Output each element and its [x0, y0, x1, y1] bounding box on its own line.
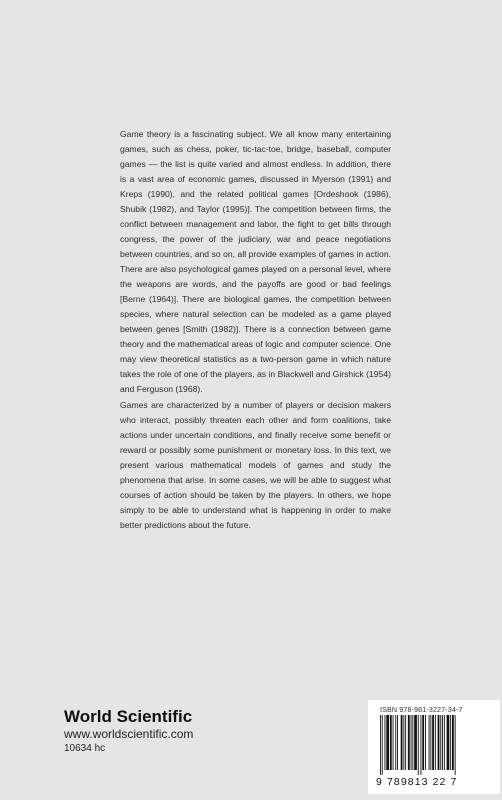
publisher-name: World Scientific [64, 707, 193, 726]
barcode-bar [455, 715, 456, 775]
barcode-bar [421, 715, 422, 775]
barcode-bar [412, 715, 413, 770]
blurb-paragraph-2: Games are characterized by a number of players or decision makers who interact, possibly threaten each other and form coalitions, take actions under uncertain conditions, and finally receive some benefit or reward or possibly some punishment or monetary loss. In this text, we present various mathematical models of games and study the phenomena that arise. In some cases, we will be able to suggest what courses of action should be taken by the players. In others, we hope simply to be able to understand what is happening in order to make better predictions about the future. [120, 400, 391, 530]
barcode-bar [414, 715, 417, 770]
barcode-bar [386, 715, 389, 770]
barcode-bar [380, 715, 381, 775]
barcode-bar [411, 715, 412, 770]
barcode-bar [429, 715, 430, 770]
blurb-paragraph-1: Game theory is a fascinating subject. We all know many entertaining games, such as chess, poker, tic-tac-toe, bridge, baseball, computer games — the list is quite varied and almost endless. In addition, there is a vast area of economic games, discussed in Myerson (1991) and Kreps (1990), and the related political games [Ordeshook (1986), Shubik (1982), and Taylor (1995)]. The competition between firms, the conflict between management and labor, the fight to get bills through congress, the power of the judiciary, war and peace negotiations between countries, and so on, all provide examples of games in action. There are also psychological games played on a personal level, where the weapons are words, and the payoffs are good or bad feelings [Berne (1964)]. There are biological games, the competition between species, where natural selection can be modeled as a game played between genes [Smith (1982)]. There is a connection between game theory and the mathematical areas of logic and computer science. One may view theoretical statistics as a two-person game in which nature takes the role of one of the players, as in Blackwell and Girshick (1954) and Ferguson (1968). [120, 129, 391, 394]
barcode-bar [393, 715, 394, 770]
barcode-bar [452, 715, 454, 770]
barcode-bar [401, 715, 403, 770]
publisher-url: www.worldscientific.com [64, 727, 194, 741]
barcode-bar [403, 715, 404, 770]
barcode-bar [440, 715, 441, 770]
barcode-bar [422, 715, 424, 770]
barcode-bar [395, 715, 396, 770]
barcode-bar [408, 715, 410, 770]
barcode-bar [432, 715, 434, 770]
barcode-bars [380, 715, 486, 775]
barcode-bar [390, 715, 392, 770]
barcode-bar [442, 715, 443, 770]
barcode-bar [430, 715, 431, 770]
product-code: 10634 hc [64, 743, 106, 754]
barcode-bar [438, 715, 440, 770]
barcode-bar [425, 715, 426, 770]
barcode-bar [447, 715, 450, 770]
barcode-bar [397, 715, 398, 770]
barcode-bar [385, 715, 386, 770]
isbn-barcode [368, 700, 500, 794]
barcode-bar [444, 715, 445, 770]
barcode-bar [405, 715, 406, 770]
barcode-bar [450, 715, 451, 770]
barcode-bar [418, 715, 419, 775]
publisher-block [64, 707, 284, 755]
barcode-bar [382, 715, 383, 775]
isbn-label: ISBN 978-981-3227-34-7 [380, 705, 463, 714]
barcode-digits: 9 789813 22 7 [376, 776, 458, 788]
barcode-bar [435, 715, 436, 770]
